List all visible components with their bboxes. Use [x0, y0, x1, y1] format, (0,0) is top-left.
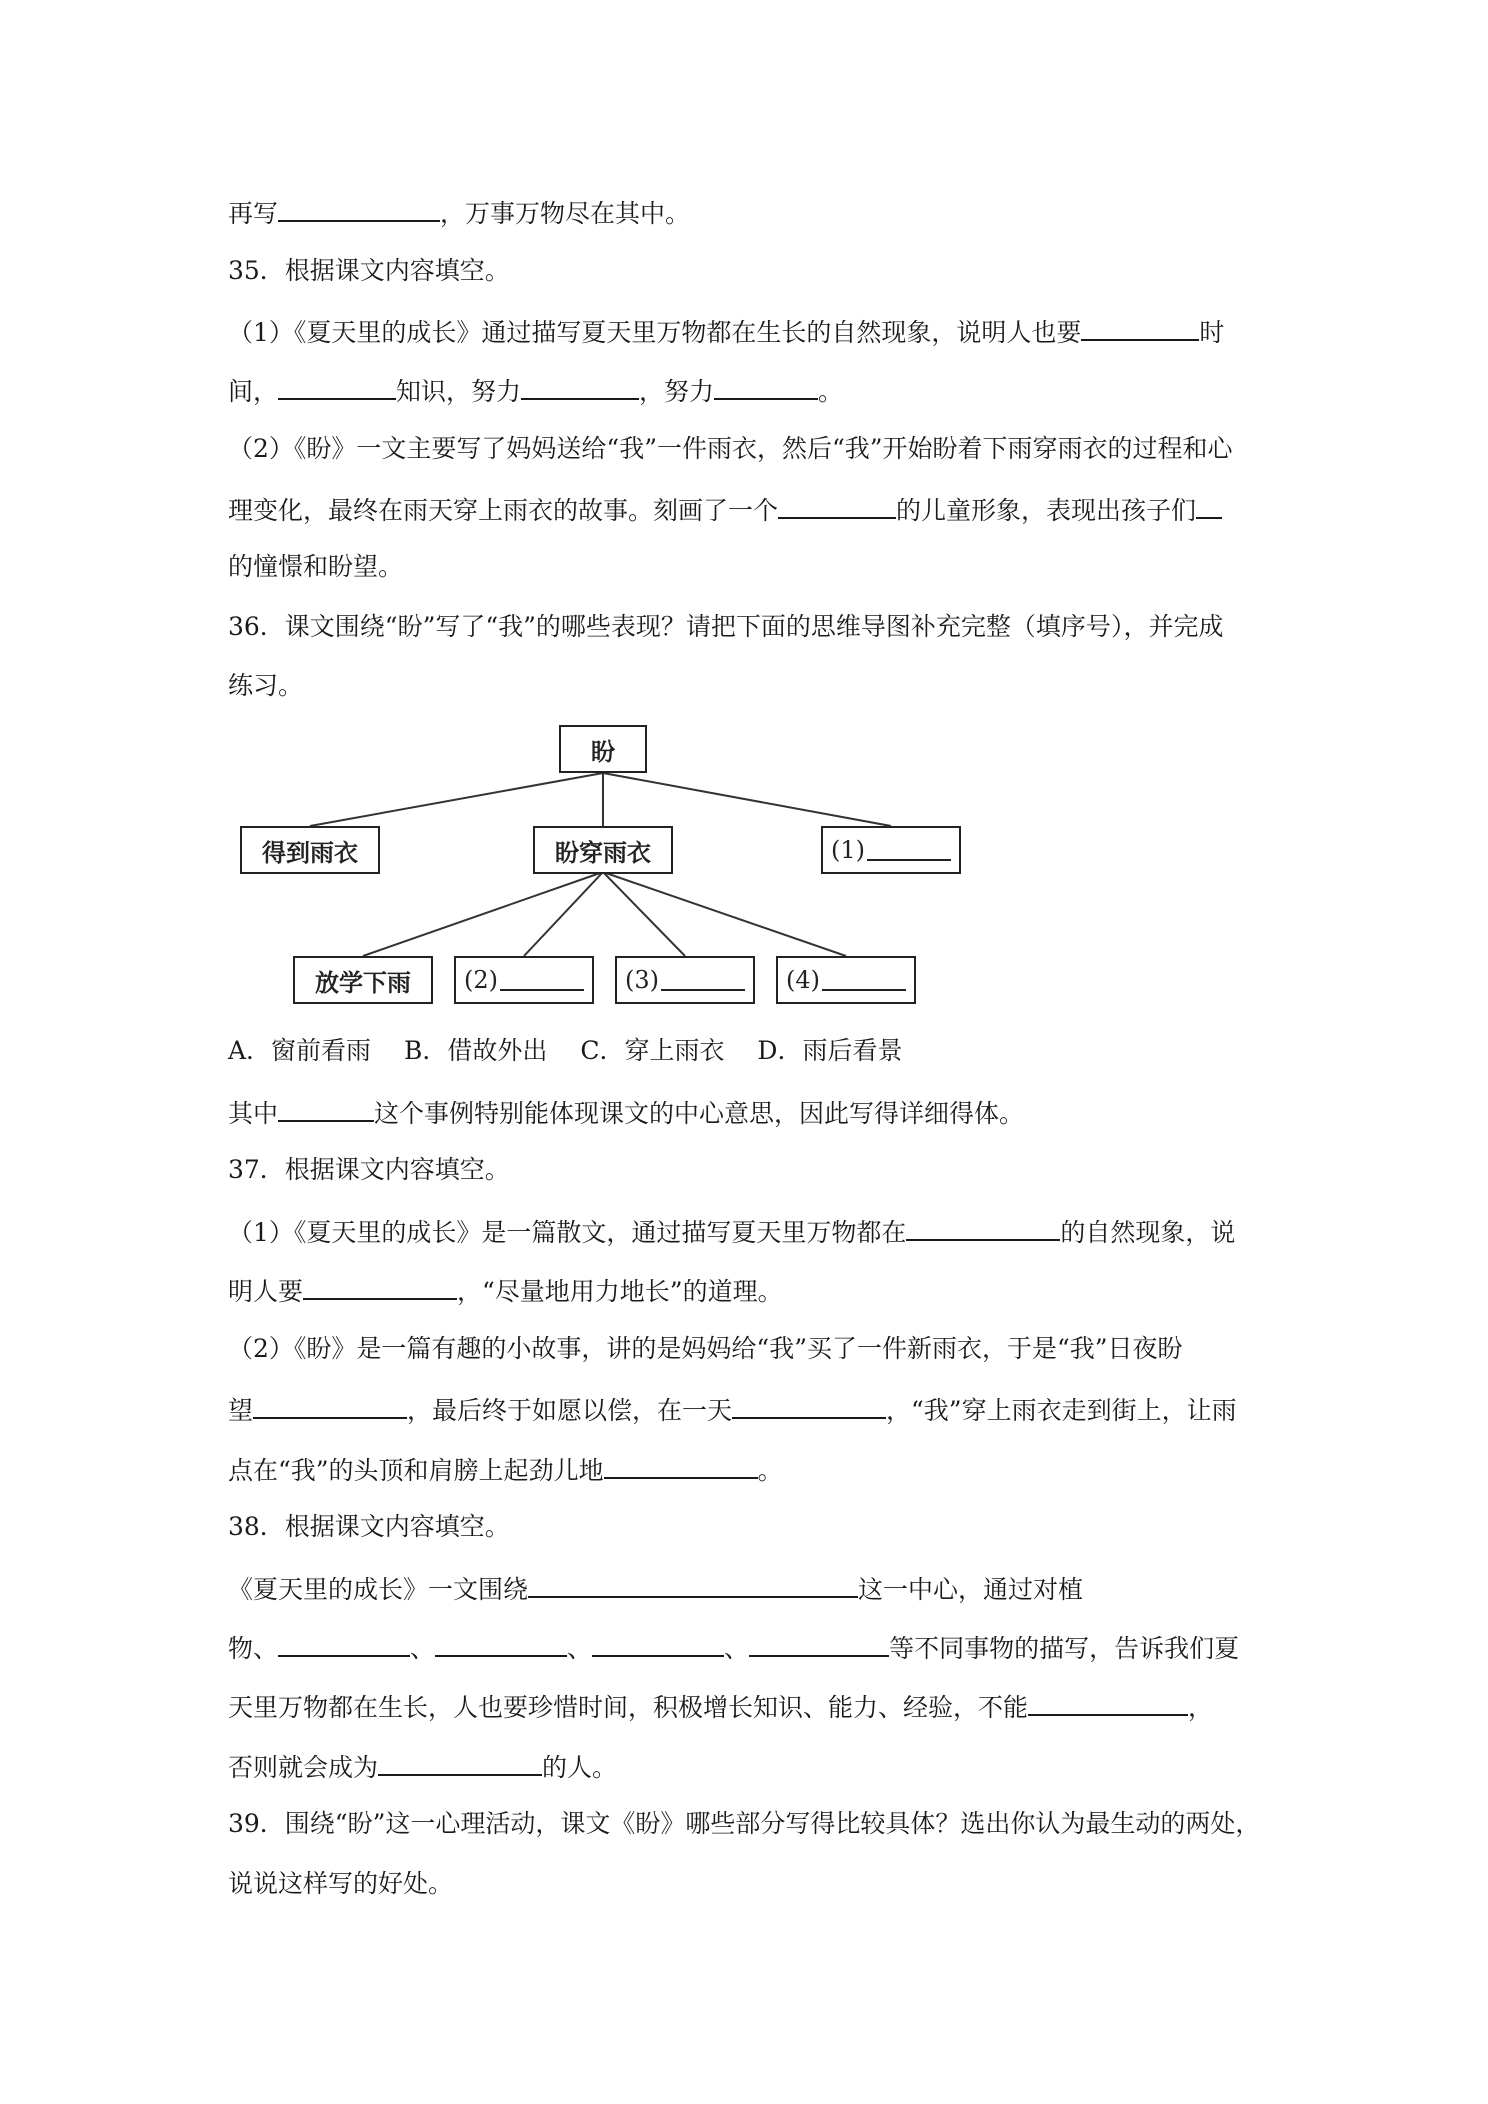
- connector-root-left: [310, 773, 603, 826]
- question-38-title: 38．根据课文内容填空。: [228, 1512, 510, 1541]
- fill-blank[interactable]: [303, 1272, 457, 1300]
- fill-blank[interactable]: [528, 1570, 858, 1598]
- fill-blank[interactable]: [1196, 491, 1222, 519]
- q38-line4: 否则就会成为 的人。: [228, 1748, 1278, 1785]
- connector-middle-child4: [603, 872, 846, 956]
- q37-part2-line3: 点在“我”的头顶和肩膀上起劲儿地 。: [228, 1451, 1278, 1488]
- fill-blank[interactable]: [278, 1094, 374, 1122]
- fill-blank[interactable]: [521, 372, 639, 400]
- question-36-line1: 36．课文围绕“盼”写了“我”的哪些表现？请把下面的思维导图补充完整（填序号），并完成: [228, 612, 1224, 641]
- node-child-blank-4[interactable]: (4): [776, 956, 916, 1004]
- question-36-line2: 练习。: [228, 671, 304, 700]
- fill-blank[interactable]: [278, 1629, 410, 1657]
- q37-part2-line1: （2）《盼》是一篇有趣的小故事，讲的是妈妈给“我”买了一件新雨衣，于是“我”日夜盼: [228, 1334, 1183, 1363]
- fill-blank[interactable]: [749, 1629, 889, 1657]
- q38-line1: 《夏天里的成长》一文围绕 这一中心，通过对植: [228, 1570, 1278, 1607]
- node-child-blank-3[interactable]: (3): [615, 956, 755, 1004]
- question-37-title: 37．根据课文内容填空。: [228, 1155, 510, 1184]
- q36-options: A．窗前看雨 B．借故外出 C．穿上雨衣 D．雨后看景: [228, 1036, 903, 1065]
- connector-root-right: [603, 773, 891, 826]
- fill-blank[interactable]: [778, 491, 896, 519]
- fill-blank[interactable]: [278, 194, 440, 222]
- q37-part1-line1: （1）《夏天里的成长》是一篇散文，通过描写夏天里万物都在 的自然现象，说: [228, 1213, 1278, 1250]
- fill-blank[interactable]: [253, 1391, 407, 1419]
- fill-blank[interactable]: [714, 372, 818, 400]
- fill-blank[interactable]: [604, 1451, 758, 1479]
- q38-line2: 物、 、 、 、 等不同事物的描写，告诉我们夏: [228, 1629, 1278, 1666]
- q37-part2-line2: 望 ，最后终于如愿以偿，在一天 ，“我”穿上雨衣走到街上，让雨: [228, 1391, 1278, 1428]
- question-39-line1: 39．围绕“盼”这一心理活动，课文《盼》哪些部分写得比较具体？选出你认为最生动的两处，: [228, 1809, 1261, 1838]
- fill-blank[interactable]: [1081, 313, 1199, 341]
- fill-blank[interactable]: [592, 1629, 724, 1657]
- q36-followup: 其中 这个事例特别能体现课文的中心意思，因此写得详细得体。: [228, 1094, 1278, 1131]
- node-left: 得到雨衣: [240, 826, 380, 874]
- connector-middle-child2: [524, 872, 603, 956]
- q35-part1-line2: 间， 知识，努力 ，努力 。: [228, 372, 1278, 409]
- q35-part2-line2: 理变化，最终在雨天穿上雨衣的故事。刻画了一个 的儿童形象，表现出孩子们: [228, 491, 1278, 528]
- q35-part2-line3: 的憧憬和盼望。: [228, 552, 404, 581]
- node-child-blank-2[interactable]: (2): [454, 956, 594, 1004]
- q35-part2-line1: （2）《盼》一文主要写了妈妈送给“我”一件雨衣，然后“我”开始盼着下雨穿雨衣的过程和心: [228, 434, 1233, 463]
- fill-blank[interactable]: [435, 1629, 567, 1657]
- fill-blank[interactable]: [732, 1391, 886, 1419]
- node-right-blank-1[interactable]: (1): [821, 826, 961, 874]
- node-child-1: 放学下雨: [293, 956, 433, 1004]
- question-39-line2: 说说这样写的好处。: [228, 1869, 454, 1898]
- mind-map-diagram: [228, 720, 988, 1015]
- question-35-title: 35．根据课文内容填空。: [228, 256, 510, 285]
- text-line-1: 再写 ，万事万物尽在其中。: [228, 194, 1278, 231]
- connector-middle-child3: [603, 872, 685, 956]
- connector-middle-child1: [363, 872, 603, 956]
- node-middle: 盼穿雨衣: [533, 826, 673, 874]
- q37-part1-line2: 明人要 ，“尽量地用力地长”的道理。: [228, 1272, 1278, 1309]
- node-root: 盼: [559, 725, 647, 773]
- fill-blank[interactable]: [1028, 1688, 1188, 1716]
- fill-blank[interactable]: [906, 1213, 1060, 1241]
- q35-part1-line1: （1）《夏天里的成长》通过描写夏天里万物都在生长的自然现象，说明人也要 时: [228, 313, 1278, 350]
- q38-line3: 天里万物都在生长，人也要珍惜时间，积极增长知识、能力、经验，不能 ，: [228, 1688, 1278, 1725]
- fill-blank[interactable]: [278, 372, 396, 400]
- fill-blank[interactable]: [378, 1748, 542, 1776]
